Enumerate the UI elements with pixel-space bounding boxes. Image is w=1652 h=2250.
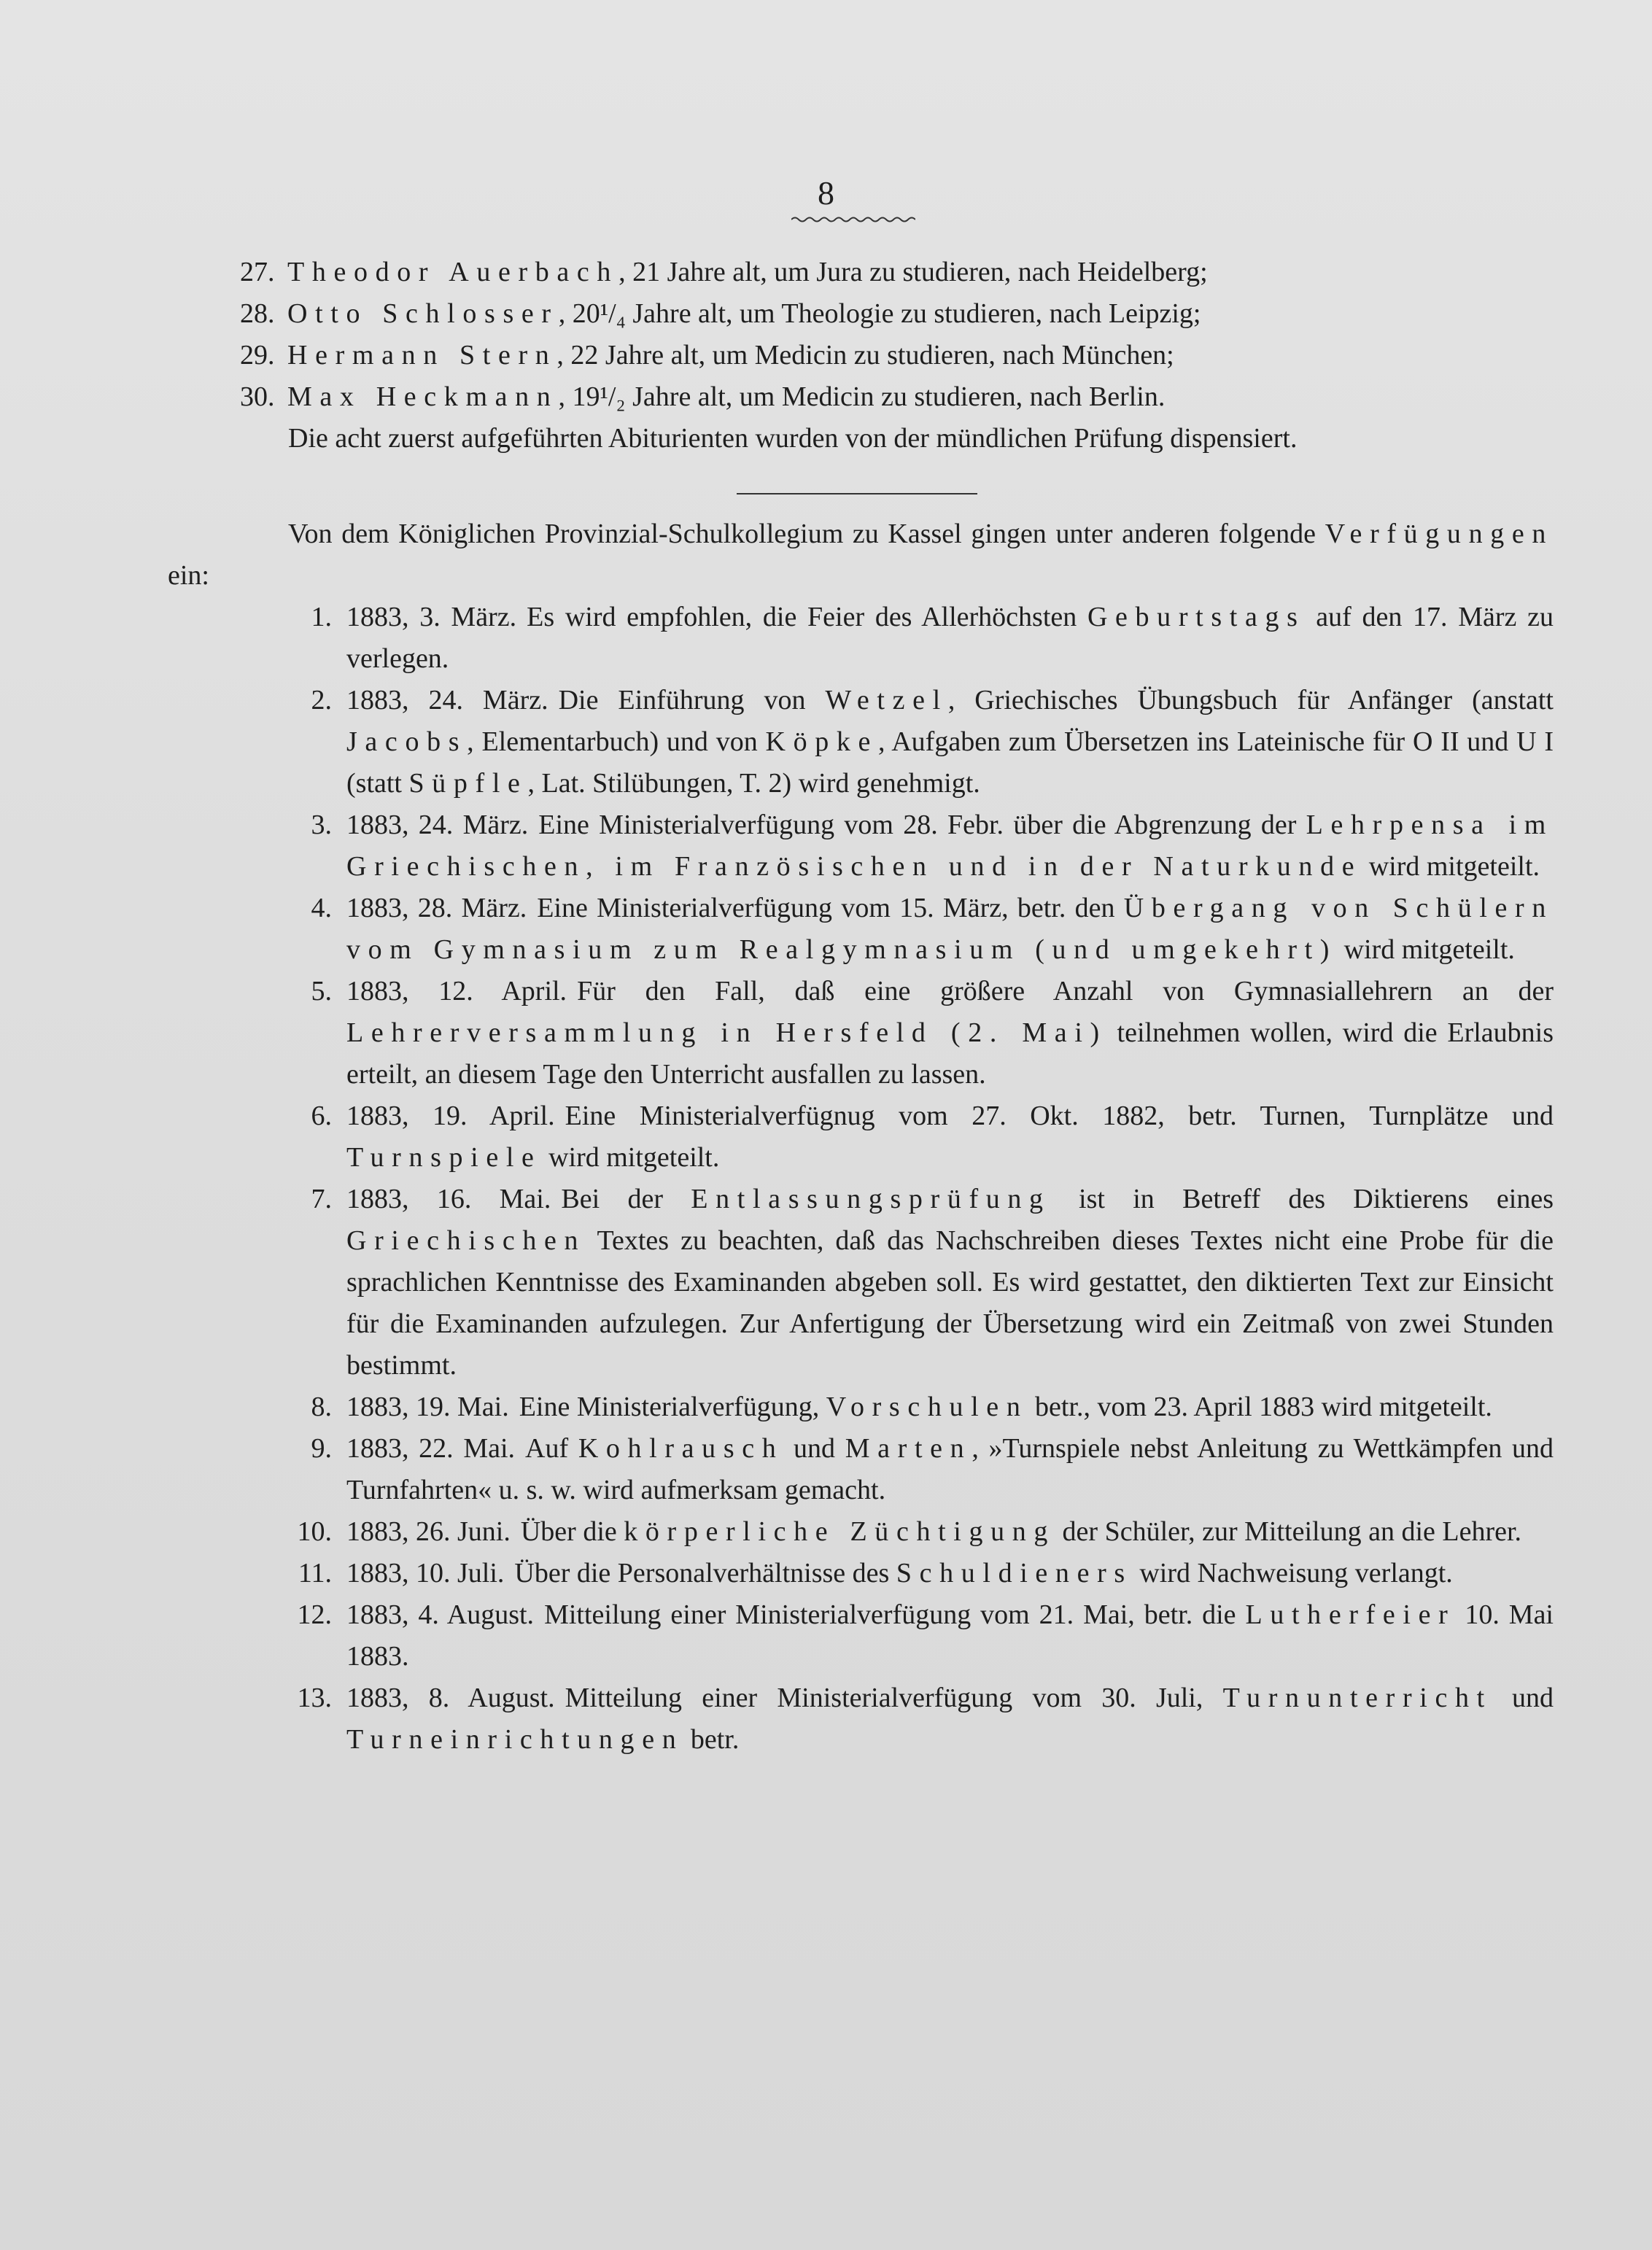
item-text: wird mitgeteilt. — [541, 1142, 720, 1173]
item-text: Eine Ministerialverfügung, — [519, 1392, 826, 1422]
verfuegungen-list — [168, 597, 1554, 1761]
entry-number: 28. — [240, 298, 275, 329]
abiturient-details: , 20¹/₄ Jahre alt, um Theologie zu studieren, nach Leipzig; — [558, 298, 1201, 329]
item-number: 7. — [311, 1184, 332, 1214]
item-text: Auf — [525, 1433, 578, 1464]
item-number: 8. — [311, 1392, 332, 1422]
abiturient-details: , 21 Jahre alt, um Jura zu studieren, nach Heidelberg; — [618, 257, 1208, 287]
item-number: 10. — [297, 1516, 332, 1547]
item-spaced-text: Turnspiele — [346, 1142, 542, 1173]
item-date: 1883, 10. Juli. — [346, 1558, 505, 1588]
item-text: , Elementarbuch) und von — [467, 726, 766, 757]
item-spaced-text: Schuldieners — [896, 1558, 1133, 1588]
entry-number: 30. — [240, 381, 275, 412]
item-spaced-text: Lehrpensa im Griechischen, im Französischen und in der Naturkunde — [346, 810, 1554, 882]
verfuegung-item — [168, 971, 1554, 1095]
item-spaced-text: Geburtstags — [1087, 602, 1306, 632]
item-text: , Aufgaben zum Übersetzen ins Lateinische für O II und U I (statt — [346, 726, 1554, 799]
abiturient-details: , 22 Jahre alt, um Medicin zu studieren, nach München; — [557, 340, 1174, 371]
item-number: 2. — [311, 685, 332, 715]
item-text: , Griechisches Übungsbuch für Anfänger (anstatt — [947, 685, 1554, 715]
item-number: 3. — [311, 810, 332, 840]
item-spaced-text: Vorschulen — [826, 1392, 1028, 1422]
item-date: 1883, 16. Mai. — [346, 1184, 551, 1214]
item-number: 6. — [311, 1101, 332, 1131]
item-spaced-text: Lehrerversammlung in Hersfeld (2. Mai) — [346, 1017, 1107, 1048]
item-text: Mitteilung einer Ministerialverfügung vom 21. Mai, betr. die — [544, 1599, 1246, 1630]
item-text: Mitteilung einer Ministerialverfügung vom 30. Juli, — [565, 1683, 1223, 1713]
item-text: , »Turnspiele nebst Anleitung zu Wettkämpfen und Turnfahrten« u. s. w. wird aufmerksam gemacht. — [346, 1433, 1554, 1505]
item-text: der Schüler, zur Mitteilung an die Lehrer. — [1055, 1516, 1522, 1547]
item-text: Textes zu beachten, daß das Nachschreiben dieses Textes nicht eine Probe für die sprachlichen Kenntnisse des Examinanden abgeben soll. Es wird gestattet, den diktierten Text zur Einsicht für die Examinanden aufzulegen. Zur Anfertigung der Übersetzung wird ein Zeitmaß von zwei Stunden bestimmt. — [346, 1225, 1554, 1381]
item-spaced-text: Griechischen — [346, 1225, 586, 1256]
item-text: und — [1492, 1683, 1554, 1713]
item-date: 1883, 8. August. — [346, 1683, 555, 1713]
item-date: 1883, 22. Mai. — [346, 1433, 516, 1464]
verfuegung-item — [168, 1386, 1554, 1428]
item-text: betr. — [683, 1724, 740, 1755]
verfuegung-item — [168, 1179, 1554, 1386]
item-text: ist in Betreff des Diktierens eines — [1050, 1184, 1554, 1214]
item-text: und — [783, 1433, 845, 1464]
item-text: wird mitgeteilt. — [1362, 851, 1540, 882]
verfuegung-item — [168, 1428, 1554, 1511]
abiturienten-list — [168, 252, 1554, 418]
item-date: 1883, 4. August. — [346, 1599, 535, 1630]
abiturient-entry — [168, 376, 1554, 418]
item-date: 1883, 12. April. — [346, 976, 567, 1006]
item-text: teilnehmen wollen, wird die Erlaubnis erteilt, an diesem Tage den Unterricht ausfallen zu lassen. — [346, 1017, 1554, 1090]
item-text: betr., vom 23. April 1883 wird mitgeteilt. — [1028, 1392, 1492, 1422]
intro-text-end: ein: — [168, 560, 209, 591]
item-text: Eine Ministerialverfügung vom 15. März, betr. den — [537, 893, 1124, 923]
dispens-note: Die acht zuerst aufgeführten Abiturienten wurden von der mündlichen Prüfung dispensiert. — [288, 423, 1298, 454]
item-text: Eine Ministerialverfügung vom 28. Febr. über die Abgrenzung der — [538, 810, 1306, 840]
abiturient-name: Otto Schlosser — [287, 298, 559, 329]
item-text: auf den 17. März zu verlegen. — [346, 602, 1554, 674]
verfuegung-item — [168, 1511, 1554, 1553]
verfuegung-item — [168, 1594, 1554, 1677]
verfuegung-item — [168, 1095, 1554, 1179]
item-number: 1. — [311, 602, 332, 632]
item-spaced-text: Wetzel — [825, 685, 948, 715]
item-number: 5. — [311, 976, 332, 1006]
item-spaced-text: Lutherfeier — [1245, 1599, 1456, 1630]
item-date: 1883, 3. März. — [346, 602, 517, 632]
item-text: wird mitgeteilt. — [1337, 934, 1515, 965]
item-spaced-text: Turneinrichtungen — [346, 1724, 684, 1755]
item-spaced-text: Entlassungsprüfung — [691, 1184, 1051, 1214]
page-number-ornament — [791, 216, 915, 223]
item-number: 12. — [297, 1599, 332, 1630]
item-spaced-text: Übergang von Schülern vom Gymnasium zum Realgymnasium (und umgekehrt) — [346, 893, 1554, 965]
abiturient-name: Max Heckmann — [287, 381, 559, 412]
item-spaced-text: Süpfle — [408, 768, 528, 799]
verfuegung-item — [168, 597, 1554, 680]
item-spaced-text: Kohlrausch — [578, 1433, 784, 1464]
item-date: 1883, 24. März. — [346, 685, 548, 715]
page-number — [0, 174, 1652, 212]
item-text: Über die Personalverhältnisse des — [514, 1558, 896, 1588]
item-number: 9. — [311, 1433, 332, 1464]
verfuegung-item — [168, 804, 1554, 888]
item-text: Es wird empfohlen, die Feier des Allerhöchsten — [527, 602, 1087, 632]
item-spaced-text: Marten — [845, 1433, 972, 1464]
verfuegung-item — [168, 888, 1554, 971]
item-date: 1883, 26. Juni. — [346, 1516, 511, 1547]
abiturient-name: Theodor Auerbach — [287, 257, 619, 287]
item-text: Für den Fall, daß eine größere Anzahl von Gymnasiallehrern an der — [577, 976, 1554, 1006]
item-text: 10. Mai 1883. — [346, 1599, 1554, 1672]
item-number: 13. — [297, 1683, 332, 1713]
item-date: 1883, 28. März. — [346, 893, 527, 923]
item-number: 11. — [298, 1558, 332, 1588]
entry-number: 29. — [240, 340, 275, 371]
item-spaced-text: Jacobs — [346, 726, 468, 757]
entry-number: 27. — [240, 257, 275, 287]
abiturient-entry — [168, 335, 1554, 376]
body-text — [168, 252, 1554, 1761]
item-text: Eine Ministerialverfügnug vom 27. Okt. 1882, betr. Turnen, Turnplätze und — [565, 1101, 1554, 1131]
abiturient-entry — [168, 252, 1554, 293]
page-number-text: 8 — [818, 174, 834, 212]
verfuegung-item — [168, 1677, 1554, 1761]
item-text: Die Einführung von — [558, 685, 826, 715]
item-text: Bei der — [561, 1184, 691, 1214]
item-spaced-text: Turnunterricht — [1222, 1683, 1492, 1713]
section-divider — [737, 493, 977, 494]
abiturient-details: , 19¹/₂ Jahre alt, um Medicin zu studieren, nach Berlin. — [558, 381, 1166, 412]
item-text: , Lat. Stilübungen, T. 2) wird genehmigt. — [527, 768, 980, 799]
verfuegung-item — [168, 1553, 1554, 1594]
item-text: wird Nachweisung verlangt. — [1132, 1558, 1453, 1588]
section-intro — [168, 513, 1554, 597]
item-spaced-text: körperliche Züchtigung — [624, 1516, 1056, 1547]
verfuegung-item — [168, 680, 1554, 804]
item-number: 4. — [311, 893, 332, 923]
item-date: 1883, 19. Mai. — [346, 1392, 509, 1422]
abiturient-name: Hermann Stern — [287, 340, 557, 371]
item-date: 1883, 19. April. — [346, 1101, 555, 1131]
item-text: Über die — [520, 1516, 624, 1547]
abiturient-entry — [168, 293, 1554, 335]
item-spaced-text: Köpke — [765, 726, 879, 757]
intro-spaced-word: Verfügungen — [1325, 519, 1554, 549]
item-date: 1883, 24. März. — [346, 810, 529, 840]
intro-text: Von dem Königlichen Provinzial-Schulkollegium zu Kassel gingen unter anderen folgende — [288, 519, 1325, 549]
